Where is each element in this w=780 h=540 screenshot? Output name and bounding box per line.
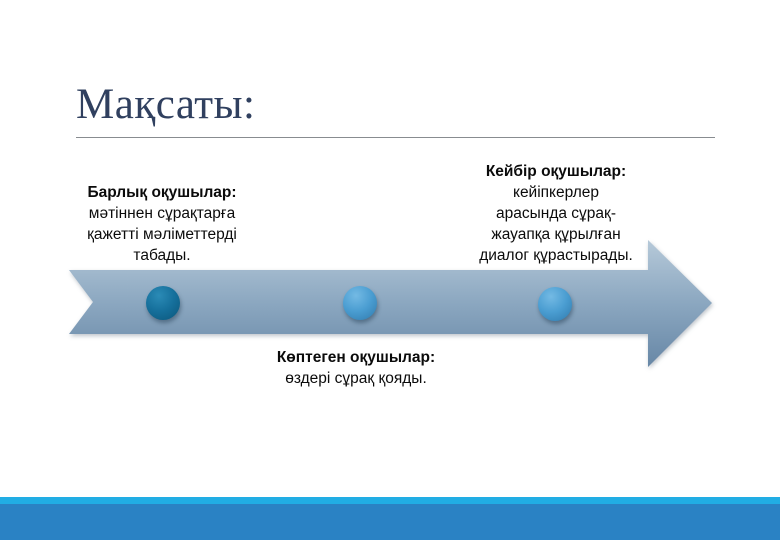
step-dot-2 — [343, 286, 377, 320]
step-line: жауапқа құрылған — [491, 226, 621, 243]
step-dot-3 — [538, 287, 572, 321]
slide-title: Мақсаты: — [76, 81, 256, 128]
step-title: Көптеген оқушылар: — [276, 349, 436, 366]
step-line: өздері сұрақ қояды. — [285, 370, 427, 387]
step-title: Кейбір оқушылар: — [485, 163, 627, 180]
footer-bar — [0, 504, 780, 540]
step-line: қажетті мәліметтерді — [87, 226, 237, 243]
footer-accent-strip — [0, 497, 780, 504]
step-dot-1 — [146, 286, 180, 320]
step-title: Барлық оқушылар: — [87, 184, 237, 201]
step-line: табады. — [133, 247, 191, 264]
step-line: мәтіннен сұрақтарға — [88, 205, 236, 222]
step-line: диалог құрастырады. — [479, 247, 633, 264]
title-underline-divider — [76, 137, 715, 138]
process-arrow-diagram — [60, 230, 730, 380]
step-line: арасында сұрақ- — [496, 205, 616, 222]
step-line: кейіпкерлер — [512, 184, 600, 201]
